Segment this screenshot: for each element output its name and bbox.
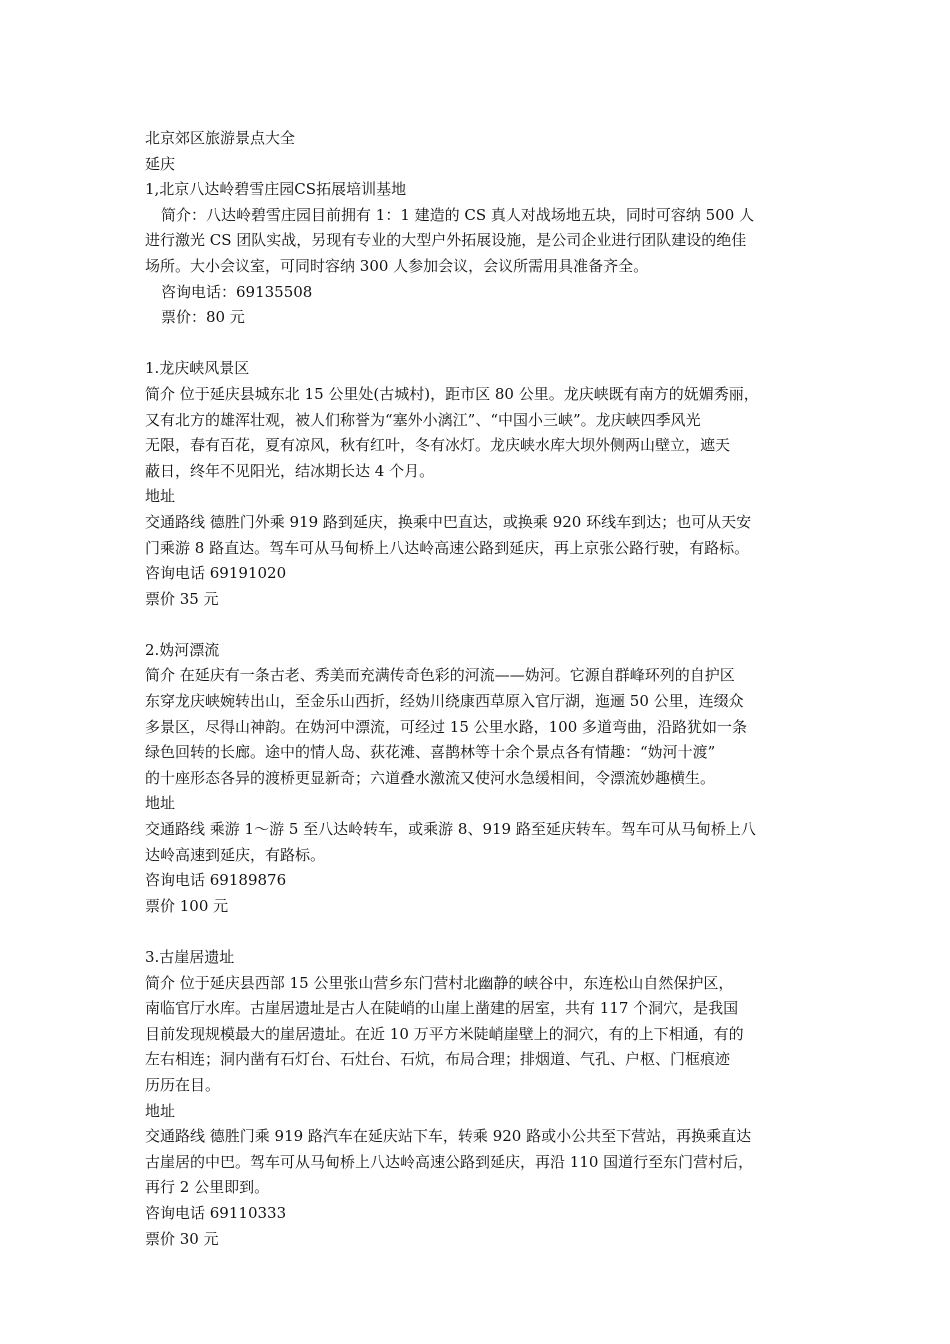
- phone-line: 咨询电话 69110333: [145, 1203, 287, 1222]
- description-line: 绿色回转的长廊。途中的情人岛、荻花滩、喜鹊林等十余个景点各有情趣：“妫河十渡”: [145, 743, 716, 762]
- description-line: 场所。大小会议室，可同时容纳 300 人参加会议，会议所需用具准备齐全。: [145, 256, 649, 275]
- document-title: 北京郊区旅游景点大全: [145, 129, 296, 147]
- price-line: 票价 100 元: [145, 896, 229, 915]
- price-line: 票价 35 元: [145, 589, 219, 608]
- description-line: 简介：八达岭碧雪庄园目前拥有 1：1 建造的 CS 真人对战场地五块，同时可容纳 500 人: [161, 205, 755, 224]
- phone-line: 咨询电话 69191020: [145, 564, 287, 583]
- phone-line: 咨询电话：69135508: [161, 282, 313, 301]
- description-line: 多景区，尽得山神韵。在妫河中漂流，可经过 15 公里水路，100 多道弯曲，沿路犹如一条: [145, 717, 748, 736]
- route-line: 古崖居的中巴。驾车可从马甸桥上八达岭高速公路到延庆，再沿 110 国道行至东门营村后，: [145, 1152, 754, 1171]
- route-line: 达岭高速到延庆，有路标。: [145, 845, 326, 864]
- description-line: 的十座形态各异的渡桥更显新奇；六道叠水激流又使河水急缓相间，令漂流妙趣横生。: [145, 768, 716, 787]
- intro-section: [145, 177, 825, 331]
- document-page: [145, 126, 825, 1252]
- description-line: 目前发现规模最大的崖居遗址。在近 10 万平方米陡峭崖壁上的洞穴，有的上下相通，有的: [145, 1024, 744, 1043]
- attraction-section: [145, 356, 825, 612]
- description-line: 简介 位于延庆县城东北 15 公里处(古城村)，距市区 80 公里。龙庆峡既有南方的妩媚秀丽，: [145, 384, 759, 403]
- section-heading: 2.妫河漂流: [145, 640, 220, 659]
- section-heading: 1.龙庆峡风景区: [145, 359, 250, 378]
- route-line: 交通路线 德胜门乘 919 路汽车在延庆站下车，转乘 920 路或小公共至下营站，再换乘直达: [145, 1127, 752, 1146]
- price-line: 票价 30 元: [145, 1229, 219, 1248]
- route-line: 再行 2 公里即到。: [145, 1178, 270, 1197]
- description-line: 南临官厅水库。古崖居遗址是古人在陡峭的山崖上凿建的居室，共有 117 个洞穴，是我国: [145, 999, 739, 1018]
- price-line: 票价：80 元: [161, 308, 245, 327]
- description-line: 东穿龙庆峡婉转出山，至金乐山西折，经妫川绕康西草原入官厅湖，迤逦 50 公里，连缀众: [145, 692, 744, 711]
- description-line: 无限，春有百花，夏有凉风，秋有红叶，冬有冰灯。龙庆峡水库大坝外侧两山壁立，遮天: [145, 436, 731, 455]
- section-heading: 3.古崖居遗址: [145, 948, 235, 966]
- description-line: 又有北方的雄浑壮观，被人们称誉为“塞外小漓江”、“中国小三峡”。龙庆峡四季风光: [145, 410, 701, 429]
- description-line: 左右相连；洞内凿有石灯台、石灶台、石炕，布局合理；排烟道、气孔、户枢、门框痕迹: [145, 1050, 731, 1069]
- description-line: 进行激光 CS 团队实战，另现有专业的大型户外拓展设施，是公司企业进行团队建设的绝佳: [145, 231, 747, 250]
- attraction-section: [145, 638, 825, 920]
- description-line: 简介 位于延庆县西部 15 公里张山营乡东门营村北幽静的峡谷中，东连松山自然保护区，: [145, 973, 734, 992]
- section-heading: 1,北京八达岭碧雪庄园CS拓展培训基地: [145, 180, 407, 199]
- spacer: [145, 331, 825, 357]
- attraction-section: [145, 945, 825, 1252]
- description-line: 蔽日，终年不见阳光，结冰期长达 4 个月。: [145, 461, 435, 480]
- spacer: [145, 919, 825, 945]
- route-line: 交通路线 德胜门外乘 919 路到延庆，换乘中巴直达，或换乘 920 环线车到达；也可从天安: [145, 512, 752, 531]
- address-label: 地址: [145, 794, 176, 813]
- region-heading: 延庆: [145, 154, 176, 173]
- description-line: 简介 在延庆有一条古老、秀美而充满传奇色彩的河流——妫河。它源自群峰环列的自护区: [145, 666, 735, 685]
- route-line: 门乘游 8 路直达。驾车可从马甸桥上八达岭高速公路到延庆，再上京张公路行驶，有路标。: [145, 538, 750, 557]
- address-label: 地址: [145, 1101, 176, 1120]
- route-line: 交通路线 乘游 1～游 5 至八达岭转车，或乘游 8、919 路至延庆转车。驾车可从马甸桥上八: [145, 820, 756, 839]
- spacer: [145, 612, 825, 638]
- address-label: 地址: [145, 487, 176, 506]
- description-line: 历历在目。: [145, 1075, 221, 1094]
- phone-line: 咨询电话 69189876: [145, 871, 287, 890]
